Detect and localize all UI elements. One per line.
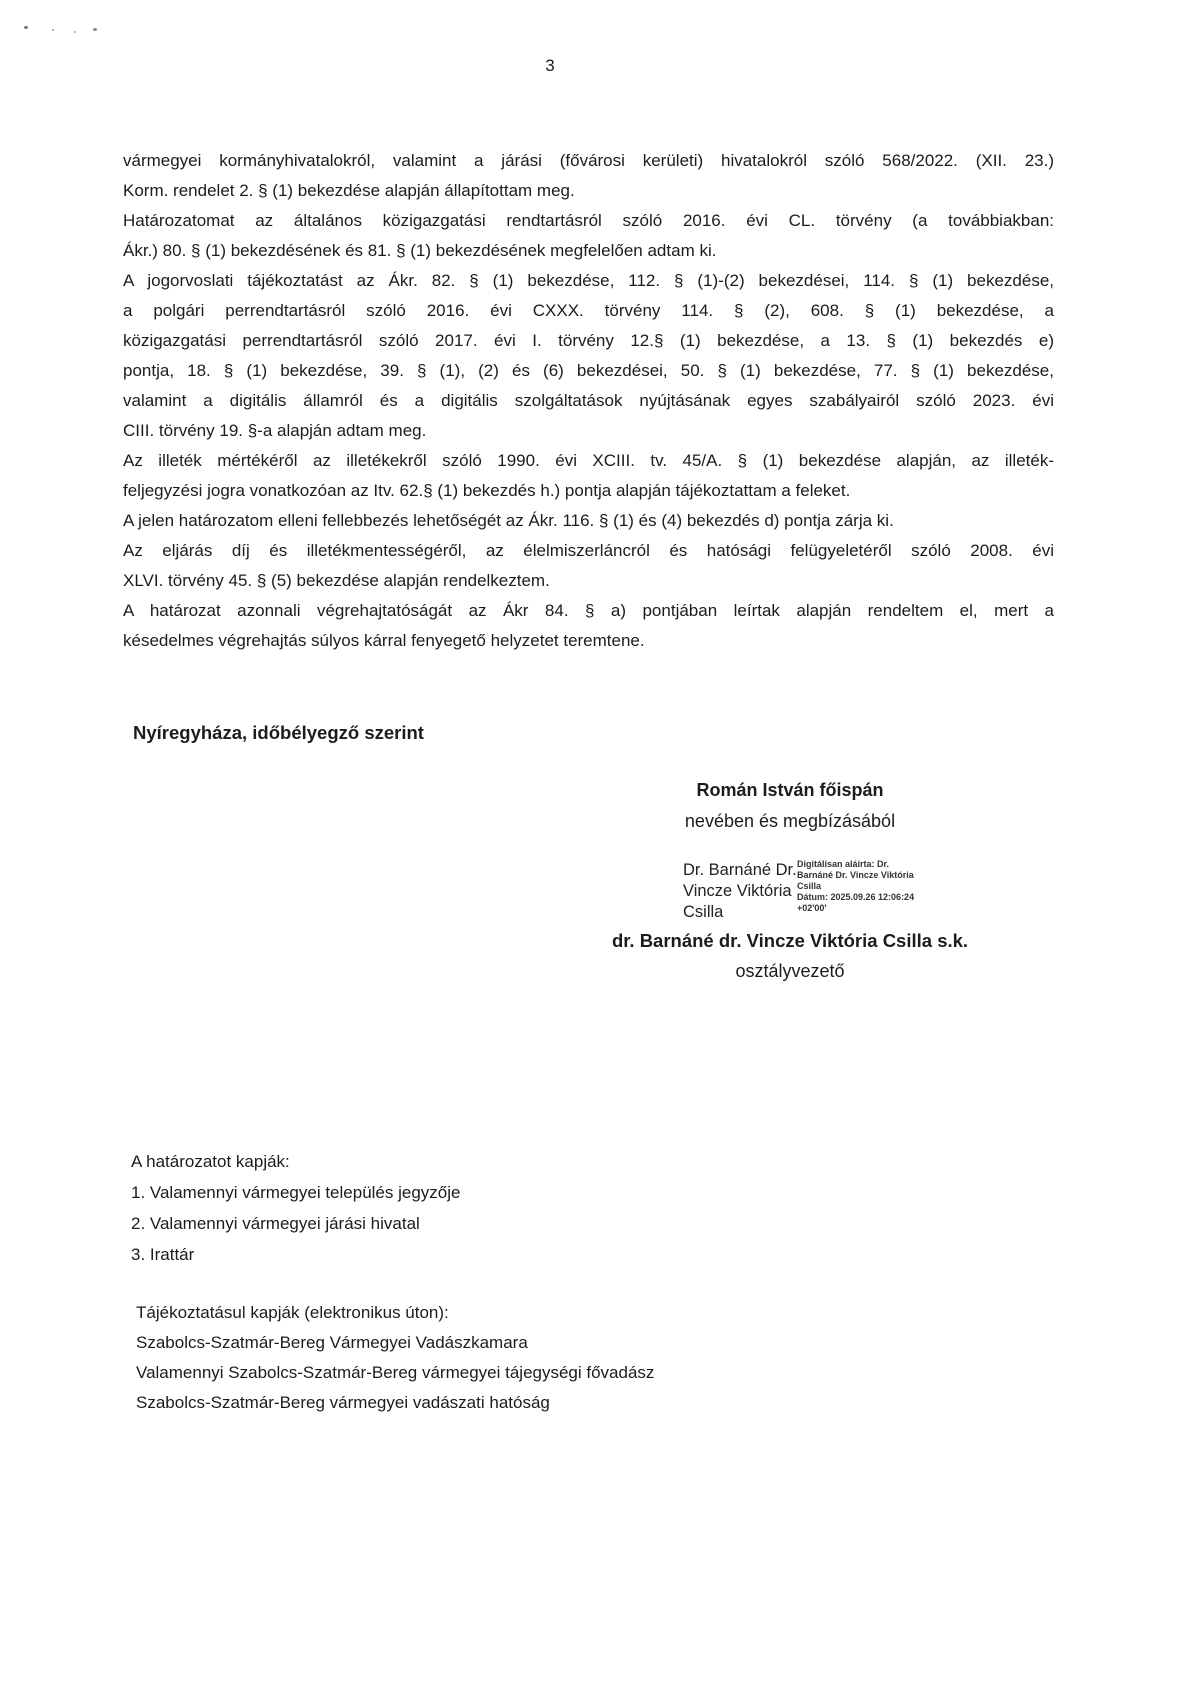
body-line: CIII. törvény 19. §-a alapján adtam meg. [123,421,427,440]
body-line: valamint a digitális államról és a digitális szolgáltatások nyújtásának egyes szabályairól szóló 2023. évi [123,391,1054,410]
signature-block [525,780,1055,1000]
digital-signature-name-line: Vincze Viktória [683,882,792,900]
recipient-item: 2. Valamennyi vármegyei járási hivatal [131,1214,420,1233]
digital-signature-name-line: Dr. Barnáné Dr. [683,861,797,879]
scan-speckle [24,26,28,29]
body-text [123,146,1054,656]
cc-item: Szabolcs-Szatmár-Bereg vármegyei vadászati hatóság [136,1393,550,1412]
digital-signature-detail-line: Csilla [797,881,822,891]
recipients-list [131,1146,460,1270]
page-number: 3 [545,56,555,75]
recipient-item: 1. Valamennyi vármegyei település jegyzője [131,1183,461,1202]
digital-signature-detail-line: Barnáné Dr. Vincze Viktória [797,870,914,880]
recipients-heading: A határozatot kapják: [131,1152,290,1171]
cc-item: Szabolcs-Szatmár-Bereg Vármegyei Vadászkamara [136,1333,528,1352]
cc-item: Valamennyi Szabolcs-Szatmár-Bereg vármegyei tájegységi fővadász [136,1363,655,1382]
body-line: Az eljárás díj és illetékmentességéről, az élelmiszerláncról és hatósági felügyeletéről szóló 2008. évi [123,541,1054,560]
dateline: Nyíregyháza, időbélyegző szerint [133,722,424,743]
scan-speckle [93,28,97,31]
signer-role: osztályvezető [735,961,845,981]
body-line: A jelen határozatom elleni fellebbezés lehetőségét az Ákr. 116. § (1) és (4) bekezdés d) pontja zárja ki. [123,511,894,530]
signature-principal-name: Román István főispán [696,780,884,800]
digital-signature-detail-line: +02'00' [797,903,827,913]
body-line: A jogorvoslati tájékoztatást az Ákr. 82. § (1) bekezdése, 112. § (1)-(2) bekezdései, 114. § (1) bekezdése, [123,271,1054,290]
signature-on-behalf-text: nevében és megbízásából [684,811,896,831]
digital-signature-detail-line: Digitálisan aláírta: Dr. [797,859,890,869]
digital-signature-name-line: Csilla [683,903,724,921]
digital-signature-details [797,859,927,914]
body-line: Ákr.) 80. § (1) bekezdésének és 81. § (1) bekezdésének megfelelően adtam ki. [123,241,717,260]
body-line: Korm. rendelet 2. § (1) bekezdése alapján állapítottam meg. [123,181,575,200]
body-line: Határozatomat az általános közigazgatási rendtartásról szóló 2016. évi CL. törvény (a továbbiakban: [123,211,1054,230]
body-line: pontja, 18. § (1) bekezdése, 39. § (1), (2) és (6) bekezdései, 50. § (1) bekezdése, 77. § (1) bekezdése, [123,361,1054,380]
body-line: XLVI. törvény 45. § (5) bekezdése alapján rendelkeztem. [123,571,550,590]
body-line: Az illeték mértékéről az illetékekről szóló 1990. évi XCIII. tv. 45/A. § (1) bekezdése alapján, az illeték- [123,451,1054,470]
digital-signature-detail-line: Dátum: 2025.09.26 12:06:24 [797,892,915,902]
digital-signature-name [683,860,803,923]
body-line: késedelmes végrehajtás súlyos kárral fenyegető helyzetet teremtene. [123,631,645,650]
recipient-item: 3. Irattár [131,1245,195,1264]
body-line: közigazgatási perrendtartásról szóló 2017. évi I. törvény 12.§ (1) bekezdése, a 13. § (1) bekezdés e) [123,331,1054,350]
scan-speckle [74,31,76,33]
body-line: feljegyzési jogra vonatkozóan az Itv. 62.§ (1) bekezdés h.) pontja alapján tájékoztattam a feleket. [123,481,851,500]
body-line: a polgári perrendtartásról szóló 2016. évi CXXX. törvény 114. § (2), 608. § (1) bekezdése, a [123,301,1054,320]
cc-heading: Tájékoztatásul kapják (elektronikus úton): [136,1303,449,1322]
body-line: A határozat azonnali végrehajtatóságát az Ákr 84. § a) pontjában leírtak alapján rendeltem el, mert a [123,601,1054,620]
cc-list [136,1298,654,1418]
signer-name: dr. Barnáné dr. Vincze Viktória Csilla s.k. [611,930,969,951]
body-line: vármegyei kormányhivatalokról, valamint a járási (fővárosi kerületi) hivatalokról szóló 568/2022. (XII. 23.) [123,151,1054,170]
scan-speckle [52,29,54,31]
